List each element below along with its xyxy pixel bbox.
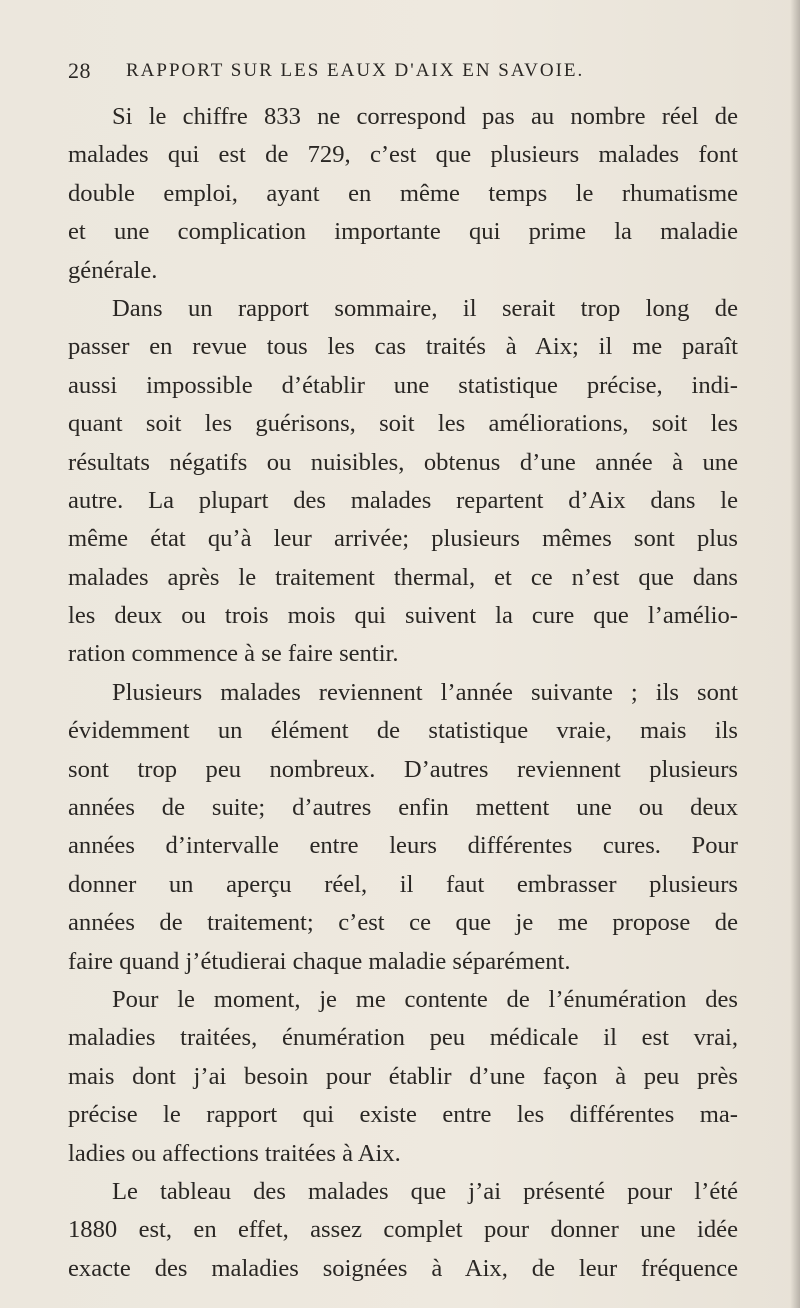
text-line: 1880 est, en effet, assez complet pour donner une idée [68,1216,738,1244]
running-title: RAPPORT SUR LES EAUX D'AIX EN SAVOIE. [126,60,585,81]
text-line: faire quand j’étudierai chaque maladie séparément. [68,947,571,975]
paragraph-1 [68,98,738,290]
paragraph-3 [68,674,738,981]
text-line: Pour le moment, je me contente de l’énumération des [112,985,738,1013]
text-line: mais dont j’ai besoin pour établir d’une façon à peu près [68,1062,738,1090]
text-line: Si le chiffre 833 ne correspond pas au nombre réel de [112,103,738,130]
text-line: donner un aperçu réel, il faut embrasser plusieurs [68,870,738,898]
text-line: années de traitement; c’est ce que je me propose de [68,909,738,937]
text-line: Le tableau des malades que j’ai présenté pour l’été [112,1177,738,1205]
paragraph-5 [68,1173,738,1288]
text-line: résultats négatifs ou nuisibles, obtenus d’une année à une [68,448,738,476]
text-line: quant soit les guérisons, soit les améliorations, soit les [68,410,738,438]
text-line: malades qui est de 729, c’est que plusieurs malades font [68,141,738,169]
text-line: et une complication importante qui prime la maladie [68,218,738,246]
text-line: Dans un rapport sommaire, il serait trop long de [112,294,738,322]
text-line: ladies ou affections traitées à Aix. [68,1139,401,1167]
text-line: générale. [68,256,158,284]
text-line: les deux ou trois mois qui suivent la cure que l’amélio- [68,602,738,630]
text-line: précise le rapport qui existe entre les différentes ma- [68,1101,738,1129]
text-line: passer en revue tous les cas traités à Aix; il me paraît [68,333,738,361]
text-line: malades après le traitement thermal, et ce n’est que dans [68,563,738,591]
text-line: sont trop peu nombreux. D’autres reviennent plusieurs [68,755,738,783]
text-line: double emploi, ayant en même temps le rhumatisme [68,179,738,207]
page-number: 28 [68,58,91,83]
paragraph-2 [68,290,738,674]
text-line: exacte des maladies soignées à Aix, de leur fréquence [68,1254,738,1282]
text-line: années de suite; d’autres enfin mettent une ou deux [68,794,738,822]
body-text [68,98,738,1288]
text-line: même état qu’à leur arrivée; plusieurs mêmes sont plus [68,525,738,553]
text-line: autre. La plupart des malades repartent d’Aix dans le [68,486,738,514]
text-line: aussi impossible d’établir une statistique précise, indi- [68,371,738,399]
page-edge-shadow [790,0,800,1308]
text-line: années d’intervalle entre leurs différentes cures. Pour [68,832,738,860]
running-head [68,58,748,88]
text-line: évidemment un élément de statistique vraie, mais ils [68,717,738,745]
text-line: maladies traitées, énumération peu médicale il est vrai, [68,1024,738,1052]
text-line: ration commence à se faire sentir. [68,640,399,668]
paragraph-4 [68,981,738,1173]
text-line: Plusieurs malades reviennent l’année suivante ; ils sont [112,678,738,706]
